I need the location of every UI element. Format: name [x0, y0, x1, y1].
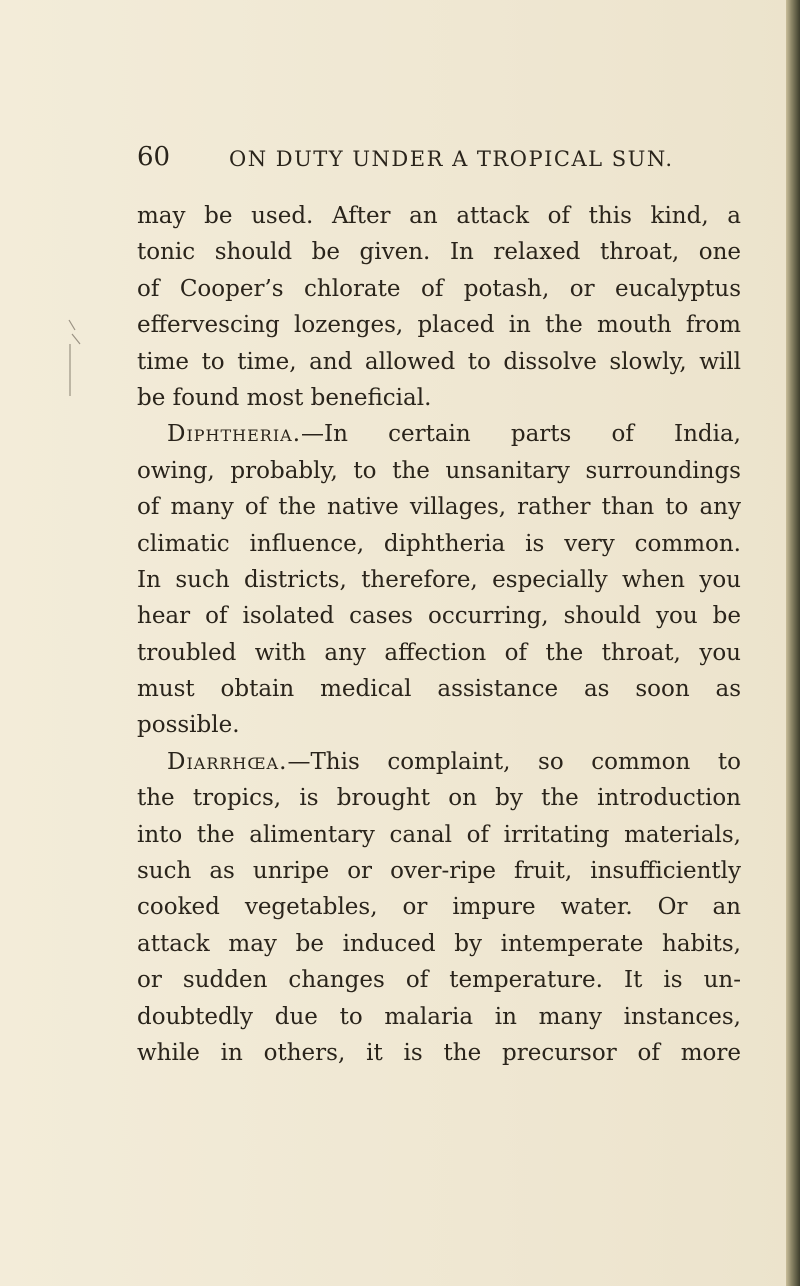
section-start-diphtheria — [137, 416, 741, 452]
text-line: into the alimentary canal of irritating materials, — [137, 821, 741, 848]
body-text — [137, 198, 741, 1071]
text-line: time to time, and allowed to dissolve slowly, will — [137, 348, 741, 375]
text-line: the tropics, is brought on by the introduction — [137, 785, 741, 812]
text-line: may be used. After an attack of this kind, a — [137, 203, 741, 229]
text-line: must obtain medical assistance as soon as — [137, 676, 741, 703]
text-line: of Cooper’s chlorate of potash, or eucalyptus — [137, 275, 741, 302]
text-line: such as unripe or over-ripe fruit, insufficiently — [137, 858, 741, 885]
text-line: or sudden changes of temperature. It is un- — [137, 967, 741, 994]
text-line: cooked vegetables, or impure water. Or an — [137, 894, 741, 921]
text-line: troubled with any affection of the throat, you — [137, 639, 741, 666]
page-header — [137, 140, 757, 180]
running-title: ON DUTY UNDER A TROPICAL SUN. — [229, 147, 674, 171]
section-start-diarrhoea — [137, 744, 741, 780]
page-number: 60 — [137, 142, 171, 172]
page-edge-shadow — [786, 0, 800, 1286]
text-line-rest: —In certain parts of India, — [301, 421, 741, 448]
text-line: possible. — [137, 712, 240, 739]
text-line: of many of the native villages, rather than to any — [137, 494, 741, 521]
text-line: be found most beneficial. — [137, 384, 432, 411]
pencil-margin-mark-icon — [66, 316, 84, 402]
section-heading-diphtheria: Diphtheria. — [167, 421, 302, 448]
text-line: tonic should be given. In relaxed throat, one — [137, 239, 741, 266]
text-line: doubtedly due to malaria in many instances, — [137, 1003, 741, 1030]
text-line: while in others, it is the precursor of more — [137, 1039, 741, 1066]
text-line: attack may be induced by intemperate habits, — [137, 930, 741, 957]
text-line-rest: —This complaint, so common to — [287, 748, 741, 775]
text-line: hear of isolated cases occurring, should you be — [137, 603, 741, 630]
section-heading-diarrhoea: Diarrhœa. — [167, 748, 288, 775]
text-line: owing, probably, to the unsanitary surroundings — [137, 457, 741, 484]
text-line: effervescing lozenges, placed in the mouth from — [137, 312, 741, 339]
text-line: In such districts, therefore, especially when you — [137, 566, 741, 593]
text-line: climatic influence, diphtheria is very common. — [137, 530, 741, 557]
